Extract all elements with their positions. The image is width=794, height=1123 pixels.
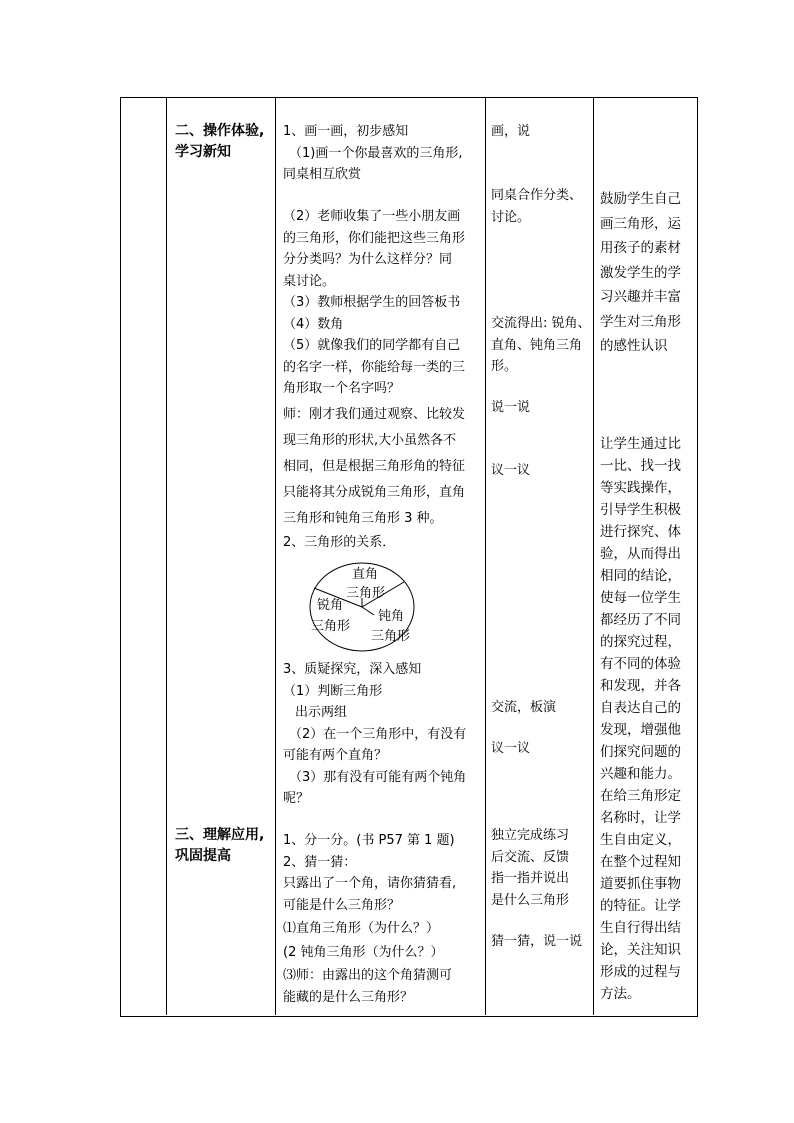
label-acute-triangle bbox=[317, 597, 343, 615]
text-line: 都经历了不同 bbox=[600, 612, 681, 628]
text-line: 相同，但是根据三角形角的特征 bbox=[283, 459, 466, 474]
design-intent-block-2 bbox=[600, 433, 694, 1005]
text-line: 们探究问题的 bbox=[600, 744, 681, 760]
text-line: （3）那有没有可能有两个钝角 bbox=[289, 769, 467, 785]
text-line: 论，关注知识 bbox=[600, 942, 681, 958]
text-line: （1)画一个你最喜欢的三角形, bbox=[289, 145, 463, 161]
text-line: 说一说 bbox=[491, 400, 531, 415]
column-divider bbox=[166, 97, 167, 1015]
text-line: 形。 bbox=[491, 359, 518, 374]
text-line: 分分类吗？为什么这样分？同 bbox=[283, 252, 453, 267]
column-divider bbox=[593, 97, 594, 1015]
text-line: 验，从而得出 bbox=[600, 546, 681, 562]
teacher-activity-block-2 bbox=[283, 206, 483, 400]
column-divider bbox=[485, 97, 486, 1015]
text-line: 的特征。让学 bbox=[600, 898, 681, 914]
text-line: 3、质疑探究，深入感知 bbox=[283, 662, 422, 677]
text-line: 讨论。 bbox=[491, 209, 531, 225]
text-line: 议一议 bbox=[491, 463, 531, 478]
student-activity bbox=[491, 397, 591, 419]
diagram-label-line: 三角形 bbox=[311, 619, 351, 634]
text-line: （4）数角 bbox=[283, 316, 344, 332]
text-line: 能藏的是什么三角形？ bbox=[283, 989, 414, 1005]
diagram-divider bbox=[362, 607, 374, 615]
teacher-inquiry-block bbox=[283, 659, 483, 810]
text-line: （5）就像我们的同学都有自己 bbox=[283, 338, 461, 353]
student-activity bbox=[491, 825, 591, 911]
text-line: 在整个过程知 bbox=[600, 854, 681, 870]
text-line: 出示两组 bbox=[295, 705, 348, 720]
text-line: 直角、钝角三角 bbox=[491, 337, 583, 353]
student-activity bbox=[491, 313, 591, 378]
diagram-label-line: 钝角 bbox=[378, 609, 405, 624]
text-line: （2）老师收集了一些小朋友画 bbox=[283, 209, 461, 224]
text-line: （1）判断三角形 bbox=[283, 683, 383, 699]
text-line: 后交流、反馈 bbox=[491, 849, 570, 865]
student-activity bbox=[491, 697, 591, 719]
text-line: 习兴趣并丰富 bbox=[600, 289, 681, 305]
section-title-line: 巩固提高 bbox=[175, 848, 231, 864]
text-line: 相同的结论， bbox=[600, 568, 681, 584]
text-line: 1、画一画，初步感知 bbox=[283, 124, 409, 139]
text-line: 鼓励学生自己 bbox=[600, 191, 681, 207]
text-line: 角形取一个名字吗？ bbox=[283, 381, 401, 396]
label-acute-triangle bbox=[311, 618, 350, 636]
student-activity bbox=[491, 185, 591, 228]
text-line: 的探究过程， bbox=[600, 634, 681, 650]
text-line: (2 钝角三角形（为什么？） bbox=[283, 944, 444, 960]
student-activity bbox=[491, 121, 591, 143]
text-line: 生自由定义， bbox=[600, 832, 681, 848]
text-line: 形成的过程与 bbox=[600, 964, 681, 980]
text-line: 名称时，让学 bbox=[600, 810, 681, 826]
text-line: 只露出了一个角，请你猜猜看, bbox=[283, 876, 457, 891]
student-activity bbox=[491, 460, 591, 482]
section-2-title bbox=[175, 121, 275, 163]
diagram-label-line: 锐角 bbox=[317, 598, 344, 613]
text-line: 同桌相互欣赏 bbox=[283, 167, 362, 182]
text-line: 的三角形，你们能把这些三角形 bbox=[283, 230, 466, 246]
text-line: 是什么三角形 bbox=[491, 892, 570, 908]
text-line: 一比、找一找 bbox=[600, 458, 681, 474]
text-line: 交流得出: 锐角、 bbox=[491, 316, 591, 331]
text-line: 兴趣和能力。 bbox=[600, 766, 681, 782]
text-line: 可能是什么三角形？ bbox=[283, 897, 401, 913]
design-intent-block-1 bbox=[600, 187, 694, 359]
section-title-line: 学习新知 bbox=[175, 144, 231, 160]
text-line: 进行探究、体 bbox=[600, 524, 681, 540]
teacher-summary-block bbox=[283, 402, 483, 532]
text-line: 独立完成练习 bbox=[491, 828, 570, 843]
diagram-label-line: 三角形 bbox=[371, 629, 411, 644]
text-line: ⑴直角三角形（为什么？） bbox=[283, 921, 440, 936]
label-right-triangle bbox=[346, 585, 385, 603]
text-line: 2、猜一猜： bbox=[283, 854, 357, 870]
text-line: 方法。 bbox=[600, 986, 641, 1002]
teacher-practice-block bbox=[283, 830, 483, 1008]
text-line: 自表达自己的 bbox=[600, 700, 681, 716]
text-line: （2）在一个三角形中，有没有 bbox=[289, 726, 467, 742]
text-line: 画，说 bbox=[491, 124, 531, 139]
student-activity bbox=[491, 738, 591, 760]
section-title-line: 三、理解应用, bbox=[175, 827, 265, 843]
text-line: 三角形和钝角三角形 3 种。 bbox=[283, 511, 443, 526]
text-line: 呢？ bbox=[283, 791, 310, 806]
text-line: 只能将其分成锐角三角形，直角 bbox=[283, 485, 466, 500]
text-line: 引导学生积极 bbox=[600, 502, 681, 518]
text-line: 的名字一样，你能给每一类的三 bbox=[283, 359, 466, 375]
text-line: 桌讨论。 bbox=[283, 273, 336, 289]
text-line: 在给三角形定 bbox=[600, 788, 681, 804]
section-title-line: 二、操作体验, bbox=[175, 123, 265, 139]
label-obtuse-triangle bbox=[371, 628, 410, 646]
text-line: 交流，板演 bbox=[491, 700, 557, 715]
text-line: 议一议 bbox=[491, 741, 531, 756]
text-line: 1、分一分。(书 P57 第 1 题) bbox=[283, 833, 455, 848]
text-line: 现三角形的形状,大小虽然各不 bbox=[283, 433, 457, 448]
text-line: 猜一猜，说一说 bbox=[491, 934, 583, 949]
text-line: 指一指并说出 bbox=[491, 871, 570, 886]
teacher-relation-heading bbox=[283, 532, 483, 554]
student-activity bbox=[491, 931, 591, 953]
column-divider bbox=[275, 97, 276, 1015]
section-3-title bbox=[175, 825, 275, 867]
label-obtuse-triangle bbox=[378, 608, 404, 626]
text-line: 可能有两个直角？ bbox=[283, 748, 388, 763]
text-line: 有不同的体验 bbox=[600, 656, 681, 672]
text-line: 道要抓住事物 bbox=[600, 876, 681, 892]
text-line: 师：刚才我们通过观察、比较发 bbox=[283, 407, 466, 422]
diagram-label-line: 直角 bbox=[352, 567, 379, 582]
text-line: 用孩子的素材 bbox=[600, 240, 681, 256]
text-line: 和发现，并各 bbox=[600, 678, 681, 694]
text-line: 发现，增强他 bbox=[600, 722, 681, 738]
text-line: 激发学生的学 bbox=[600, 264, 681, 281]
text-line: 生自行得出结 bbox=[600, 920, 681, 936]
text-line: 画三角形，运 bbox=[600, 215, 681, 232]
text-line: 等实践操作， bbox=[600, 480, 681, 496]
text-line: 使每一位学生 bbox=[600, 590, 681, 606]
diagram-label-line: 三角形 bbox=[346, 586, 386, 601]
text-line: 让学生通过比 bbox=[600, 436, 681, 452]
text-line: （3）教师根据学生的回答板书 bbox=[283, 295, 461, 310]
text-line: 学生对三角形 bbox=[600, 313, 681, 330]
teacher-activity-block-1 bbox=[283, 121, 483, 186]
label-right-triangle bbox=[352, 566, 378, 584]
text-line: 同桌合作分类、 bbox=[491, 188, 583, 203]
text-line: ⑶师：由露出的这个角猜测可 bbox=[283, 968, 453, 983]
text-line: 2、三角形的关系． bbox=[283, 535, 396, 550]
text-line: 的感性认识 bbox=[600, 338, 668, 354]
